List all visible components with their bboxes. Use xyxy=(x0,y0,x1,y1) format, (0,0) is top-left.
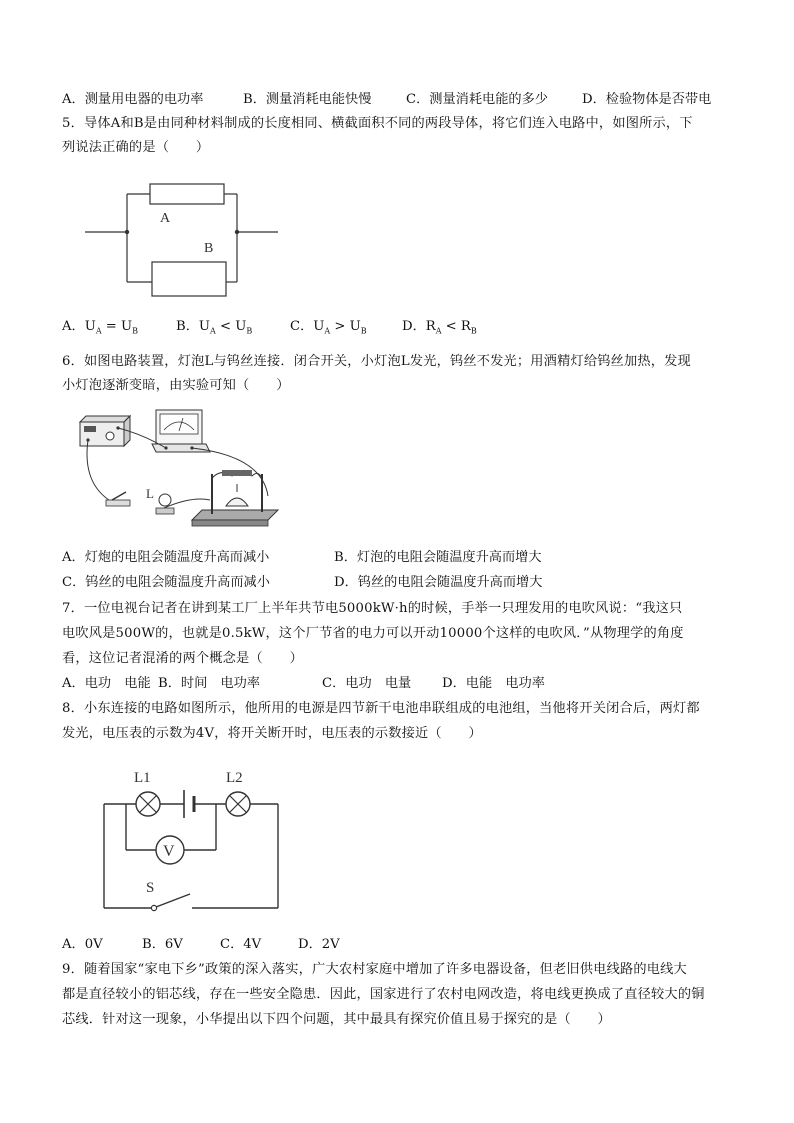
q7-option-b: B．时间 电功率 xyxy=(158,676,261,691)
q5-stem-line2: 列说法正确的是（ ） xyxy=(62,140,210,155)
q8-fig-label-l2: L2 xyxy=(226,770,243,786)
q5-fig-label-a: A xyxy=(160,211,171,226)
q6-option-d: D．钨丝的电阻会随温度升高而增大 xyxy=(334,575,543,590)
q5-option-a: A．$U_A = U_B$ xyxy=(62,319,139,336)
q8-option-c: C．4V xyxy=(220,937,262,952)
q7-stem-line2: 电吹风是500W的，也就是0.5kW，这个厂节省的电力可以开动10000个这样的电吹风．”从物理学的角度 xyxy=(62,626,684,641)
q4-option-a: A．测量用电器的电功率 xyxy=(62,92,204,107)
q4-option-d: D．检验物体是否带电 xyxy=(582,92,712,107)
q6-option-a: A．灯炮的电阻会随温度升高而减小 xyxy=(62,550,270,565)
q8-stem-line1: 8．小东连接的电路如图所示，他所用的电源是四节新干电池串联组成的电池组，当他将开关闭合后，两灯都 xyxy=(62,701,700,716)
q7-stem-line3: 看，这位记者混淆的两个概念是（ ） xyxy=(62,651,303,666)
q5-option-d: D．$R_A < R_B$ xyxy=(402,319,477,336)
q6-fig-label-l: L xyxy=(146,486,154,501)
q9-stem-line3: 芯线．针对这一现象，小华提出以下四个问题，其中最具有探究价值且易于探究的是（ ） xyxy=(62,1012,611,1027)
q5-option-c: C．$U_A > U_B$ xyxy=(290,319,367,336)
q8-option-d: D．2V xyxy=(298,937,340,952)
q8-circuit-figure xyxy=(74,760,296,916)
q4-option-c: C．测量消耗电能的多少 xyxy=(406,92,548,107)
q8-option-b: B．6V xyxy=(142,937,183,952)
q6-stem-line1: 6．如图电路装置，灯泡L与钨丝连接．闭合开关，小灯泡L发光，钨丝不发光；用酒精灯给钨丝加热，发现 xyxy=(62,354,691,369)
q6-apparatus-figure xyxy=(72,404,284,532)
q8-fig-label-s: S xyxy=(146,880,155,896)
q5-stem-line1: 5．导体A和B是由同种材料制成的长度相同、横截面积不同的两段导体，将它们连入电路中，如图所示，下 xyxy=(62,116,693,131)
q6-option-c: C．钨丝的电阻会随温度升高而减小 xyxy=(62,575,270,590)
q6-stem-line2: 小灯泡逐渐变暗，由实验可知（ ） xyxy=(62,378,290,393)
q7-option-a: A．电功 电能 xyxy=(62,676,151,691)
q5-circuit-figure xyxy=(80,178,285,300)
q7-stem-line1: 7．一位电视台记者在讲到某工厂上半年共节电5000kW·h的时候，手举一只理发用的电吹风说：“我这只 xyxy=(62,601,683,616)
q8-fig-label-l1: L1 xyxy=(134,770,151,786)
q7-option-c: C．电功 电量 xyxy=(322,676,412,691)
q5-fig-label-b: B xyxy=(204,241,214,256)
q9-stem-line2: 都是直径较小的铝芯线，存在一些安全隐患．因此，国家进行了农村电网改造，将电线更换成了直径较大的铜 xyxy=(62,987,705,1002)
q8-stem-line2: 发光，电压表的示数为4V，将开关断开时，电压表的示数接近（ ） xyxy=(62,726,482,741)
q8-option-a: A．0V xyxy=(62,937,103,952)
q6-option-b: B．灯泡的电阻会随温度升高而增大 xyxy=(334,550,542,565)
q4-option-b: B．测量消耗电能快慢 xyxy=(243,92,372,107)
q5-option-b: B．$U_A < U_B$ xyxy=(176,319,253,336)
q7-option-d: D．电能 电功率 xyxy=(442,676,545,691)
q8-fig-label-v: V xyxy=(163,843,175,860)
q9-stem-line1: 9．随着国家“家电下乡”政策的深入落实，广大农村家庭中增加了许多电器设备，但老旧供电线路的电线大 xyxy=(62,962,687,977)
